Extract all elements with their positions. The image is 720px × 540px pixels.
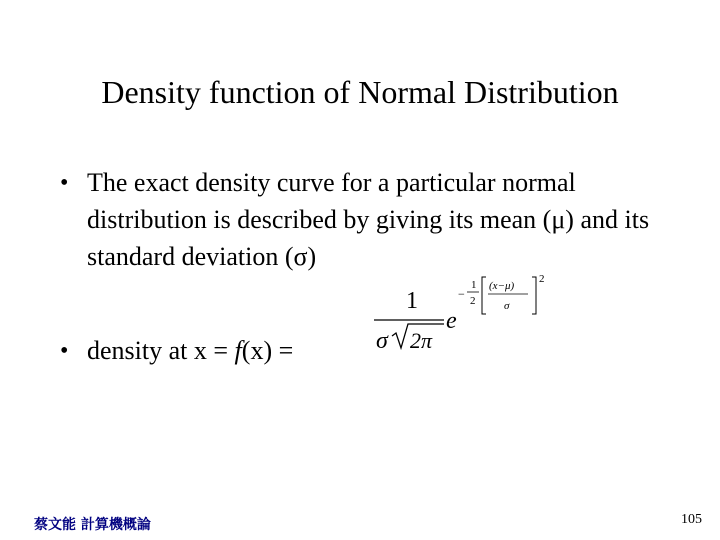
bullet-text-part: ) <box>307 242 317 271</box>
formula-numerator: 1 <box>406 288 418 314</box>
inner-numerator: (x−μ) <box>489 280 515 292</box>
page-number: 105 <box>681 512 702 527</box>
formula-two-pi: 2π <box>410 328 433 353</box>
sigma-symbol: σ <box>293 242 308 271</box>
inner-denominator: σ <box>504 300 510 312</box>
exponent-power: 2 <box>539 273 545 285</box>
slide-title: Density function of Normal Distribution <box>101 74 619 110</box>
footer-author-course: 蔡文能 計算機概論 <box>34 517 151 533</box>
bullet-text-part: ) and its standard deviation ( <box>87 205 650 271</box>
left-bracket <box>482 277 486 314</box>
bullet-marker: • <box>60 338 69 364</box>
bullet-text-part: (x) = <box>241 336 294 365</box>
bullet-text-part: The exact density curve for a particular normal distribution is described by giving its mean ( <box>87 168 576 234</box>
exponent-minus: − <box>458 287 465 301</box>
bullet-text-part: density at x = <box>87 336 235 365</box>
half-denominator: 2 <box>470 295 476 307</box>
formula-sigma: σ <box>376 328 388 354</box>
half-numerator: 1 <box>471 279 477 291</box>
formula-e: e <box>446 308 457 334</box>
normal-density-formula <box>370 268 560 358</box>
bullet-item-definition <box>87 164 687 275</box>
right-bracket <box>532 277 536 314</box>
function-f: f <box>234 336 242 365</box>
mu-symbol: μ <box>551 205 566 234</box>
bullet-marker: • <box>60 170 69 196</box>
